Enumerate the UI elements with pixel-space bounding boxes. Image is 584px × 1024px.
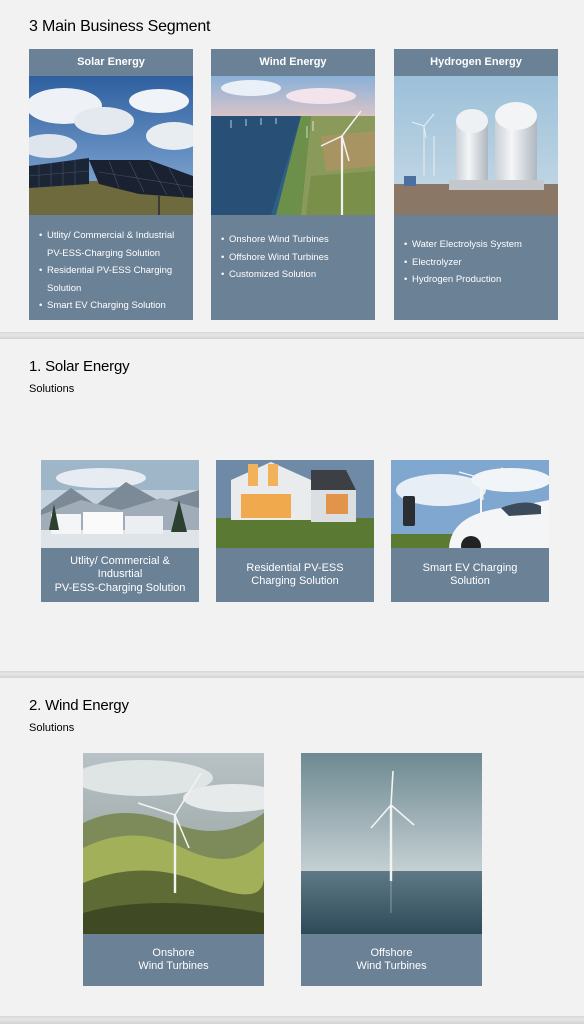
- segment-list: [211, 215, 375, 284]
- solution-card-onshore[interactable]: [83, 753, 264, 986]
- wind-farm-image: [211, 76, 375, 215]
- list-item: • Utlity/ Commercial & Industrial PV-ESS-Charging Solution: [39, 227, 185, 262]
- solution-caption: Residential PV-ESS Charging Solution: [246, 561, 344, 587]
- segment-title: Wind Energy: [259, 56, 327, 68]
- segment-list: [29, 215, 193, 315]
- list-item: • Hydrogen Production: [404, 271, 550, 289]
- house-image: [216, 460, 374, 548]
- solar-panels-image: [29, 76, 193, 215]
- offshore-turbine-image: [301, 753, 482, 934]
- segment-list: [394, 215, 558, 289]
- solution-card-ev[interactable]: [391, 460, 549, 602]
- list-item: • Onshore Wind Turbines: [221, 231, 367, 249]
- solar-section: [0, 339, 584, 671]
- segments-title: 3 Main Business Segment: [29, 18, 211, 35]
- solution-card-residential[interactable]: [216, 460, 374, 602]
- battery-storage-image: [41, 460, 199, 548]
- onshore-turbine-image: [83, 753, 264, 934]
- list-item: • Electrolyzer: [404, 254, 550, 272]
- list-item: • Smart EV Charging Solution: [39, 297, 185, 315]
- section-divider: [0, 1016, 584, 1024]
- section-divider: [0, 332, 584, 339]
- solution-caption: Onshore Wind Turbines: [138, 946, 209, 972]
- solution-card-utility[interactable]: [41, 460, 199, 602]
- list-item: • Offshore Wind Turbines: [221, 249, 367, 267]
- list-item: • Water Electrolysis System: [404, 236, 550, 254]
- section-subtitle: Solutions: [29, 383, 75, 395]
- list-item: • Residential PV-ESS Charging Solution: [39, 262, 185, 297]
- segments-section: [0, 0, 584, 332]
- ev-charging-image: [391, 460, 549, 548]
- segment-card-wind[interactable]: [211, 49, 375, 320]
- segment-card-solar[interactable]: [29, 49, 193, 320]
- section-title: 2. Wind Energy: [29, 697, 129, 714]
- solution-card-offshore[interactable]: [301, 753, 482, 986]
- solution-caption: Offshore Wind Turbines: [356, 946, 427, 972]
- hydrogen-tanks-image: [394, 76, 558, 215]
- section-divider: [0, 671, 584, 678]
- list-item: • Customized Solution: [221, 266, 367, 284]
- section-title: 1. Solar Energy: [29, 358, 130, 375]
- segment-title: Hydrogen Energy: [430, 56, 522, 68]
- solution-caption: Smart EV Charging Solution: [422, 561, 518, 587]
- solution-caption: Utlity/ Commercial & Indusrtial PV-ESS-Charging Solution: [54, 554, 186, 594]
- segment-card-hydrogen[interactable]: [394, 49, 558, 320]
- wind-section: [0, 678, 584, 1016]
- segment-title: Solar Energy: [77, 56, 145, 68]
- section-subtitle: Solutions: [29, 722, 75, 734]
